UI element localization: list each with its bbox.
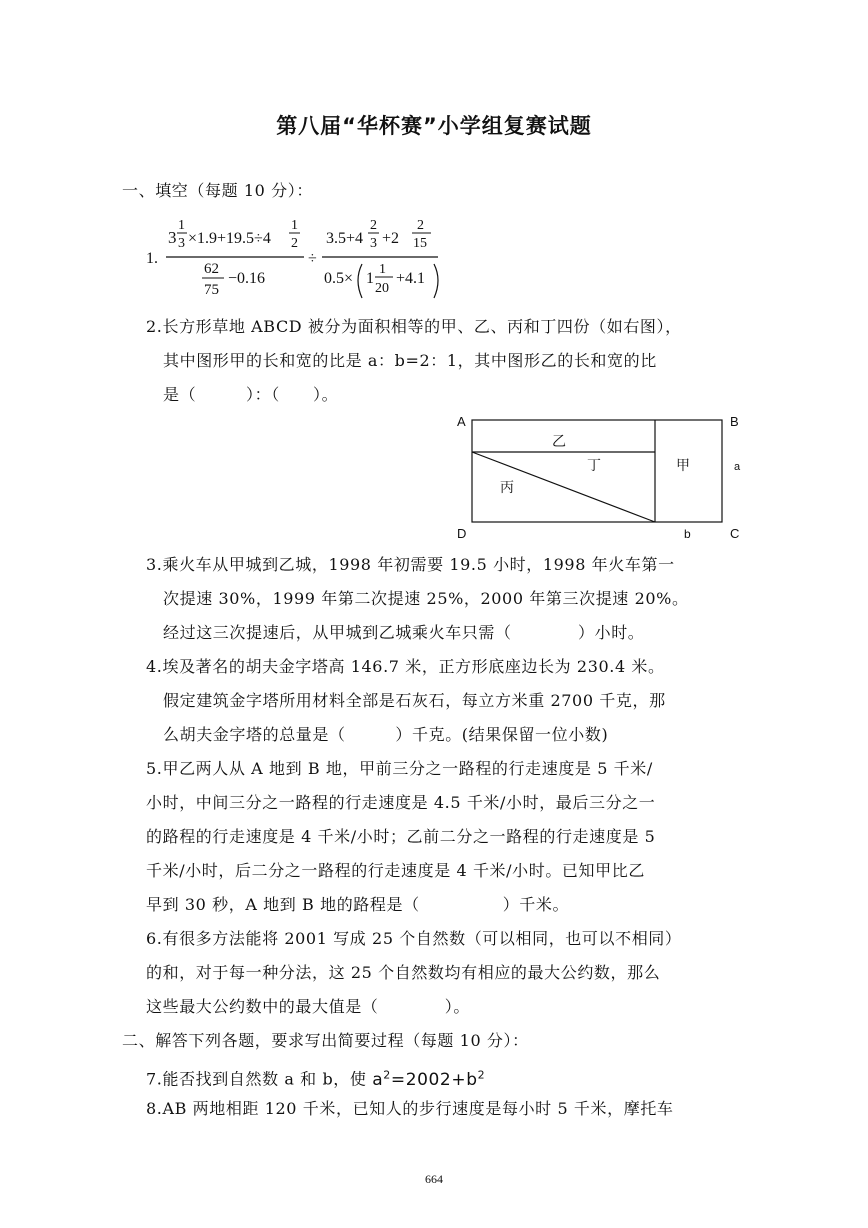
section-1-heading: 一、填空（每题 10 分）： [122, 181, 313, 200]
q2-line-1: 2.长方形草地 ABCD 被分为面积相等的甲、乙、丙和丁四份（如右图）， [146, 317, 682, 336]
q1-n1-whole: 3 [168, 228, 177, 247]
q5-line-2: 小时，中间三分之一路程的行走速度是 4.5 千米/小时，最后三分之一 [146, 793, 656, 812]
q2-line-3: 是（ ）：（ ）。 [163, 385, 339, 404]
q8-line-1: 8.AB 两地相距 120 千米，已知人的步行速度是每小时 5 千米，摩托车 [146, 1099, 674, 1118]
q1-n2-f1-den: 3 [370, 236, 377, 251]
label-side-a: a [734, 461, 741, 473]
q1-n2-f2-num: 2 [417, 218, 424, 233]
q3-line-1: 3.乘火车从甲城到乙城，1998 年初需要 19.5 小时，1998 年火车第一 [146, 555, 675, 574]
q4-line-1: 4.埃及著名的胡夫金字塔高 146.7 米，正方形底座边长为 230.4 米。 [146, 657, 665, 676]
label-ding: 丁 [587, 458, 601, 474]
q2-line-2: 其中图形甲的长和宽的比是 a：b=2：1，其中图形乙的长和宽的比 [163, 351, 657, 370]
q1-n1-num: 1 [178, 218, 185, 233]
q5-line-5: 早到 30 秒，A 地到 B 地的路程是（ ）千米。 [146, 895, 570, 914]
q2-diagram [452, 412, 752, 542]
q1-right-paren [434, 264, 438, 298]
q1-d1-num: 62 [204, 261, 219, 277]
q1-left-paren [358, 264, 362, 298]
q1-n2-f2-den: 15 [413, 236, 427, 251]
label-jia: 甲 [676, 458, 690, 474]
q1-n2-f1-num: 2 [370, 218, 377, 233]
q5-line-4: 千米/小时，后二分之一路程的行走速度是 4 千米/小时。已知甲比乙 [146, 861, 645, 880]
q7-eq-mid: =2002+b [390, 1069, 478, 1090]
page-title: 第八届“华杯赛”小学组复赛试题 [276, 114, 592, 138]
q1-d2-f-num: 1 [379, 262, 386, 277]
q7-line [146, 1064, 485, 1091]
q7-text: 7.能否找到自然数 a 和 b，使 [146, 1069, 373, 1089]
q1-d1-rest: −0.16 [228, 270, 266, 287]
q1-n2-mid: +2 [382, 230, 400, 247]
q1-n1-f-den: 2 [291, 236, 298, 251]
label-b-corner: B [730, 414, 739, 429]
q7-eq-a: a [372, 1069, 384, 1090]
section-2-heading: 二、解答下列各题，要求写出简要过程（每题 10 分）： [122, 1031, 529, 1050]
q1-d1-den: 75 [204, 282, 219, 298]
q6-line-2: 的和，对于每一种分法，这 25 个自然数均有相应的最大公约数，那么 [146, 963, 661, 982]
q7-eq-sup1: 2 [383, 1068, 391, 1081]
q1-formula-svg [146, 210, 456, 305]
q1-formula [146, 210, 456, 305]
label-yi: 乙 [552, 434, 566, 450]
q6-line-1: 6.有很多方法能将 2001 写成 25 个自然数（可以相同，也可以不相同） [146, 929, 682, 948]
q3-line-2: 次提速 30%，1999 年第二次提速 25%，2000 年第三次提速 20%。 [163, 589, 689, 608]
q2-diagram-svg [452, 412, 752, 542]
q1-d2-whole: 1 [366, 270, 374, 287]
q3-line-3: 经过这三次提速后，从甲城到乙城乘火车只需（ ）小时。 [163, 623, 645, 642]
label-c-corner: C [730, 526, 740, 541]
label-side-b: b [684, 527, 691, 541]
q6-line-3: 这些最大公约数中的最大值是（ ）。 [146, 997, 471, 1016]
q1-d2-f-den: 20 [375, 281, 389, 296]
page-number: 664 [425, 1172, 443, 1186]
q7-eq-sup2: 2 [477, 1068, 486, 1081]
q4-line-3: 么胡夫金字塔的总量是（ ）千克。(结果保留一位小数) [163, 725, 609, 744]
label-bing: 丙 [500, 480, 514, 496]
q1-n1-f-num: 1 [291, 218, 298, 233]
q1-n1-den: 3 [178, 236, 185, 251]
label-d-corner: D [457, 526, 467, 541]
q1-number: 1. [146, 250, 158, 267]
q5-line-3: 的路程的行走速度是 4 千米/小时；乙前二分之一路程的行走速度是 5 [146, 827, 656, 846]
q5-line-1: 5.甲乙两人从 A 地到 B 地，甲前三分之一路程的行走速度是 5 千米/ [146, 759, 653, 778]
q1-n2-start: 3.5+4 [326, 230, 364, 247]
q7-equation [372, 1070, 485, 1090]
q1-d2-start: 0.5× [324, 270, 354, 287]
q1-divide: ÷ [308, 250, 317, 267]
label-a-corner: A [457, 414, 466, 429]
q1-n1-mid: ×1.9+19.5÷4 [188, 230, 271, 247]
q4-line-2: 假定建筑金字塔所用材料全部是石灰石，每立方米重 2700 千克，那 [163, 691, 666, 710]
q1-d2-rest: +4.1 [396, 270, 426, 287]
